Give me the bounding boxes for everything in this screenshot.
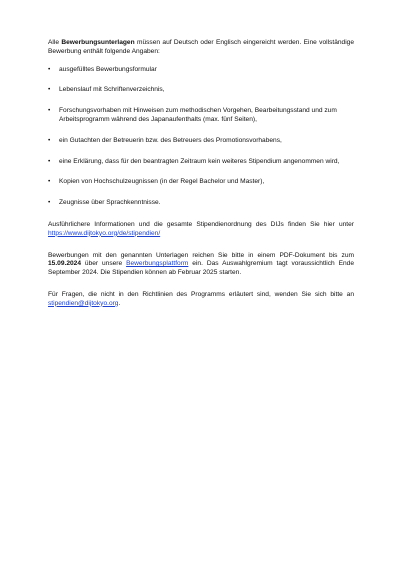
list-item-text: ein Gutachten der Betreuerin bzw. des Betreuers des Promotionsvorhabens, (59, 136, 282, 144)
bullet-icon: • (48, 136, 51, 144)
list-item (48, 86, 354, 95)
bullet-icon: • (48, 86, 51, 94)
intro-text-start: Alle (48, 39, 62, 46)
list-item-text: Forschungsvorhaben mit Hinweisen zum methodischen Vorgehen, Bearbeitungsstand und zum Arbeitsprogramm während des Japanaufenthalts (max. fünf Seiten), (59, 107, 337, 123)
submission-paragraph (48, 252, 354, 278)
list-item (48, 178, 354, 187)
list-item (48, 66, 354, 75)
document-page (48, 39, 354, 322)
intro-text-end: müssen auf Deutsch oder Englisch eingereicht werden. Eine vollständige Bewerbung enthält folgende Angaben: (48, 39, 354, 55)
bullet-icon: • (48, 178, 51, 186)
list-item-text: Zeugnisse über Sprachkenntnisse. (59, 199, 161, 207)
list-item-text: eine Erklärung, dass für den beantragten Zeitraum kein weiteres Stipendium angenommen wird, (59, 157, 340, 165)
list-item (48, 107, 354, 125)
list-item (48, 199, 354, 208)
list-item (48, 137, 354, 146)
list-item-text: Kopien von Hochschulzeugnissen (in der Regel Bachelor und Master), (59, 178, 265, 186)
submission-text-mid: über unsere (81, 260, 127, 268)
info-paragraph (48, 221, 354, 239)
bullet-icon: • (48, 199, 51, 207)
bullet-icon: • (48, 107, 51, 115)
application-platform-link[interactable]: Bewerbungsplattform (126, 260, 189, 268)
contact-email-link[interactable]: stipendien@dijtokyo.org (48, 299, 119, 307)
list-item (48, 158, 354, 167)
submission-text-end: ein. Das Auswahlgremium tagt voraussichtlich Ende September 2024. Die Stipendien können ab Februar 2025 starten. (48, 260, 354, 277)
deadline-date: 15.09.2024 (48, 260, 82, 268)
bullet-icon: • (48, 157, 51, 165)
requirements-list (48, 66, 354, 208)
stipendien-link[interactable]: https://www.dijtokyo.org/de/stipendien/ (48, 229, 161, 237)
contact-end: . (118, 299, 121, 307)
bullet-icon: • (48, 65, 51, 73)
list-item-text: Lebenslauf mit Schriftenverzeichnis, (59, 86, 165, 94)
list-item-text: ausgefülltes Bewerbungsformular (59, 65, 157, 73)
info-text: Ausführlichere Informationen und die gesamte Stipendienordnung des DIJs finden Sie hier unter (48, 220, 354, 228)
contact-paragraph (48, 291, 354, 309)
intro-paragraph (48, 39, 354, 57)
intro-bold-term: Bewerbungsunterlagen (61, 39, 135, 46)
contact-text: Für Fragen, die nicht in den Richtlinien des Programms erläutert sind, wenden Sie sich bitte an (48, 290, 354, 298)
submission-text-start: Bewerbungen mit den genannten Unterlagen reichen Sie bitte in einem PDF-Dokument bis zum (48, 251, 354, 259)
